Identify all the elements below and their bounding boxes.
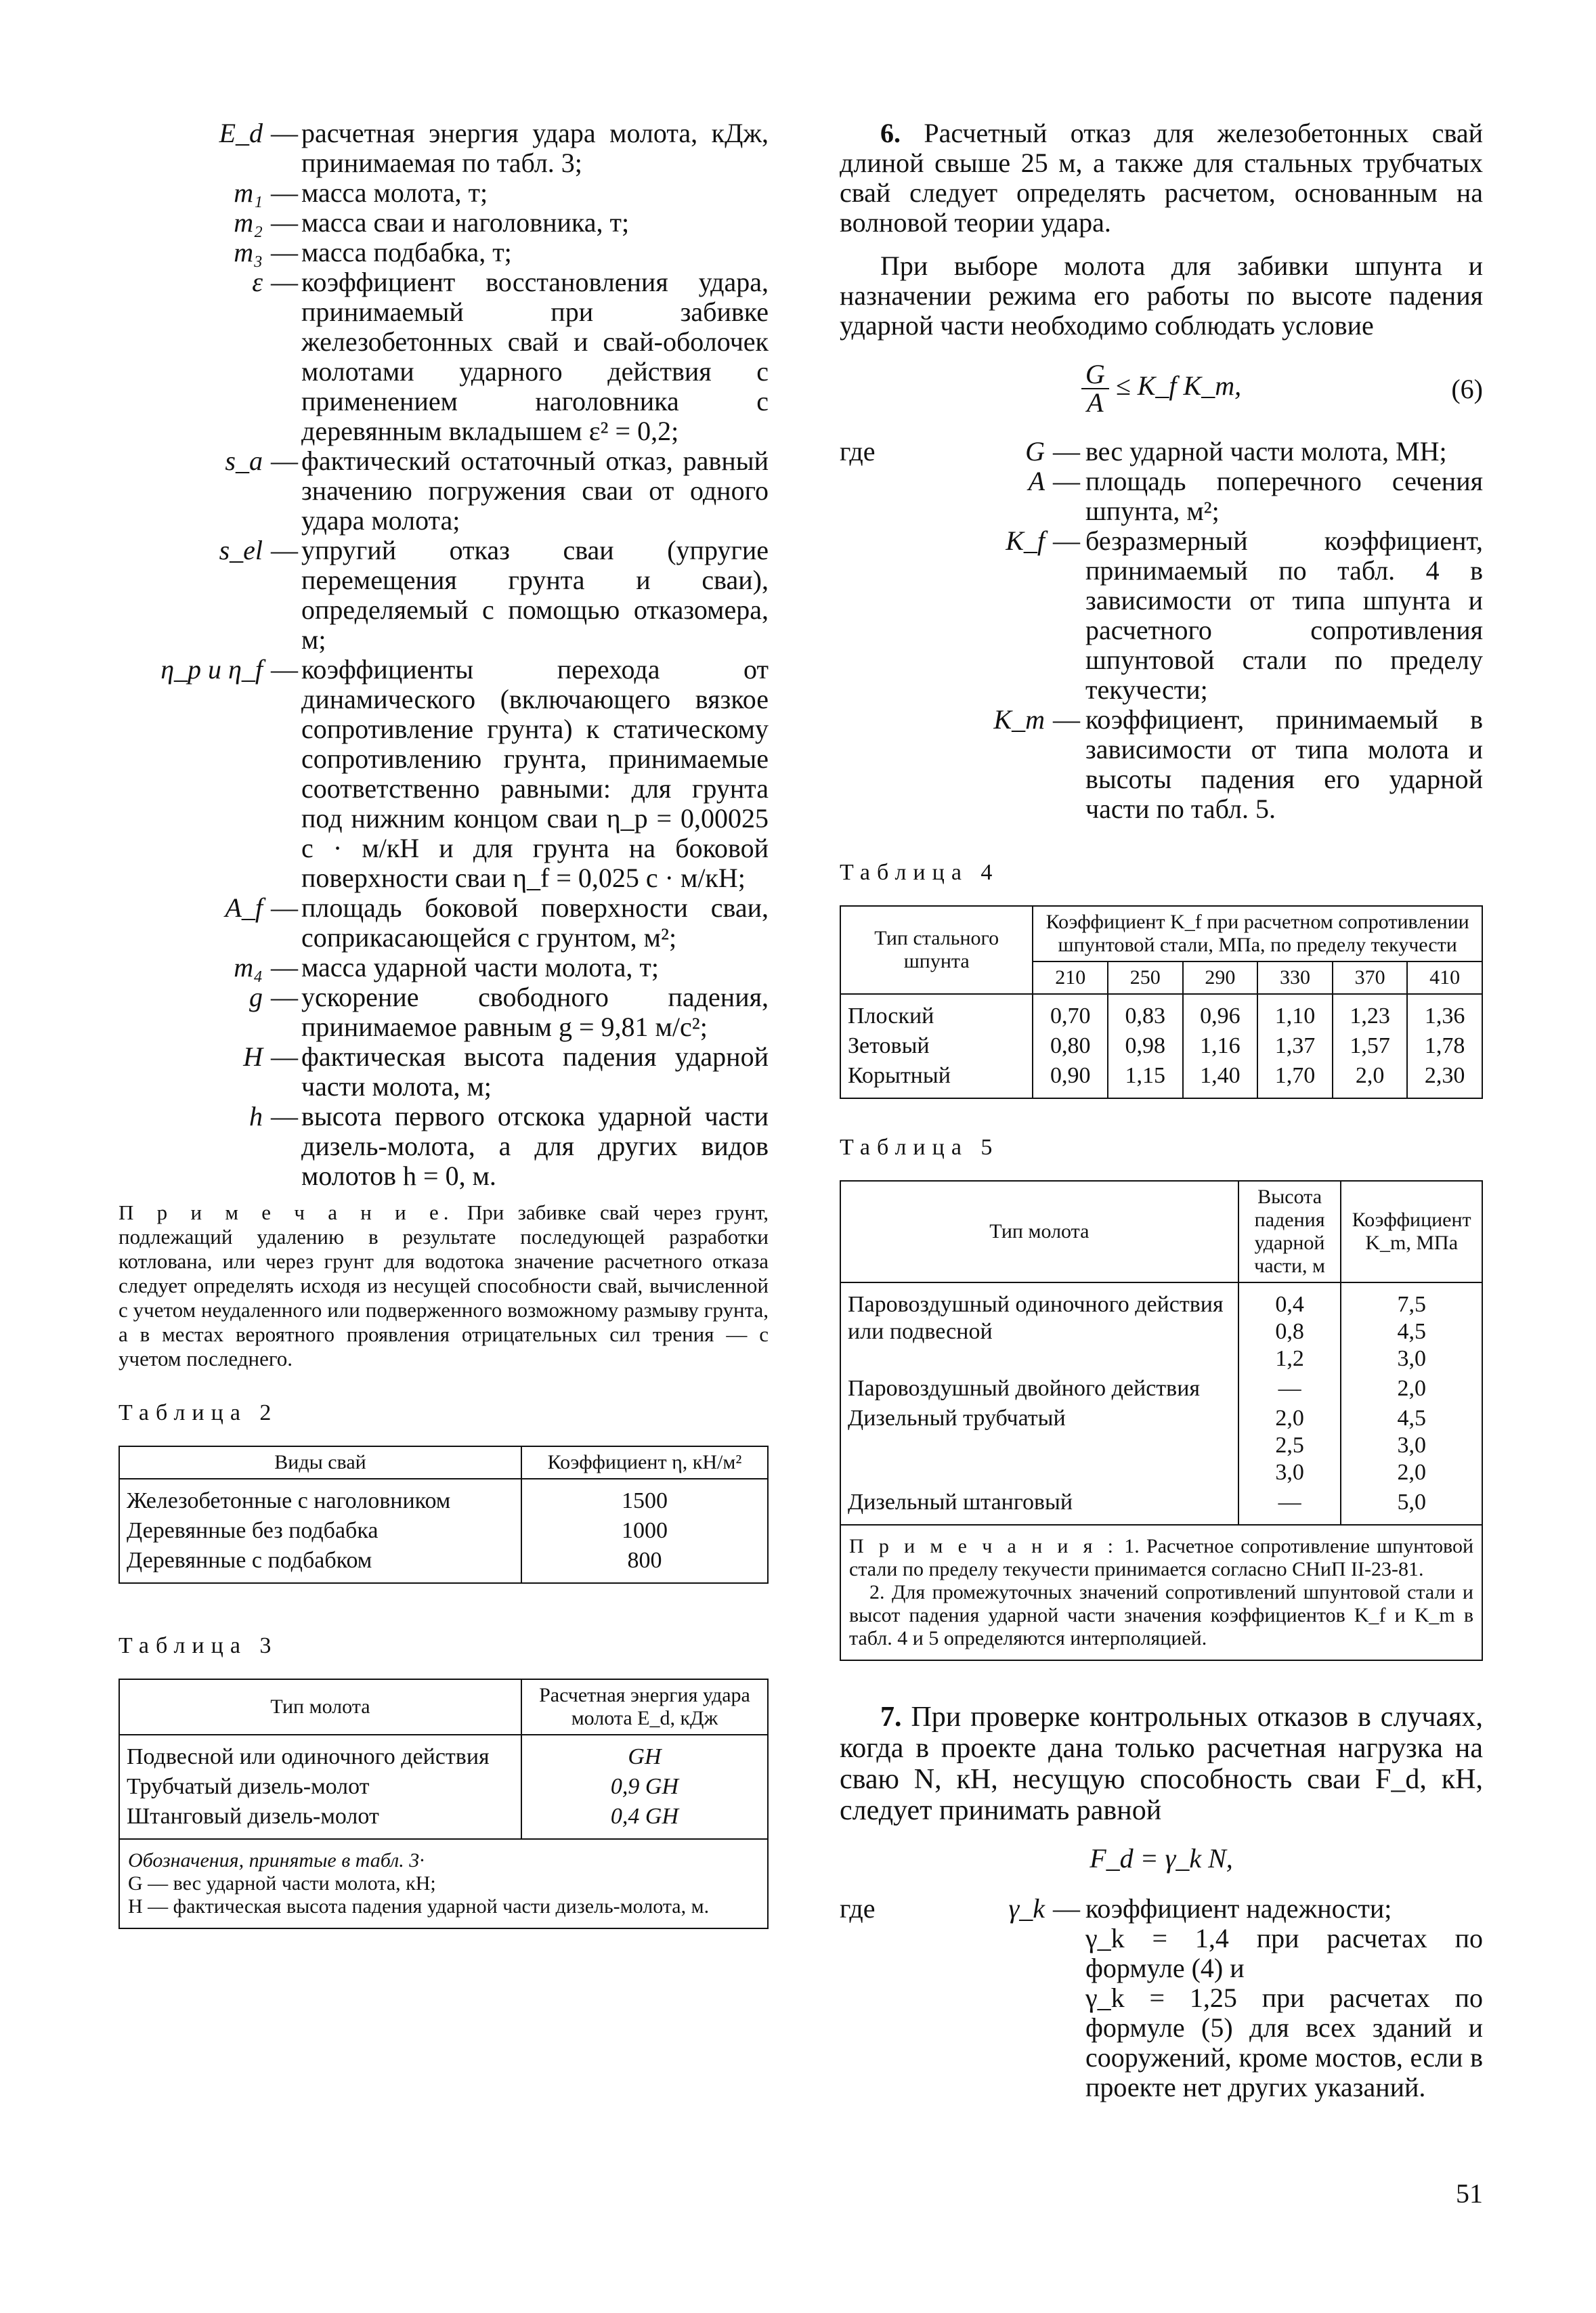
definition-dash: —	[271, 1041, 298, 1072]
definition-dash: —	[271, 892, 298, 923]
table-row	[119, 1516, 768, 1546]
table2-cell: Деревянные с подбабком	[119, 1546, 521, 1583]
table2-cell: 1500	[521, 1479, 768, 1516]
definition-text: масса сваи и наголовника, т;	[301, 207, 630, 238]
table4-col-header: 330	[1257, 961, 1333, 994]
definition-dash: —	[271, 267, 298, 297]
definition-dash: —	[271, 1101, 298, 1131]
table5-coef-cell	[1341, 1374, 1482, 1404]
table4-header-type: Тип стального шпунта	[840, 906, 1033, 994]
table-row	[840, 1061, 1482, 1098]
where-label	[840, 526, 934, 705]
definition-dash: —	[271, 952, 298, 982]
paragraph-7-number: 7.	[880, 1702, 902, 1733]
table5-coef-cell	[1341, 1488, 1482, 1525]
table5-coef-value: 4,5	[1397, 1319, 1426, 1344]
table5-footer-row	[840, 1525, 1482, 1660]
definition-dash: —	[1053, 1893, 1080, 1924]
table3-footer-row	[119, 1839, 768, 1928]
note-text: При забивке свай через грунт, подлежащий удалению в результате последующей разработки котлована, или через грунт для водотока значение расчетного отказа следует определять исходя из несущей способности свай, вычисленной с учетом неудаленного или подверженного возможному размыву грунта, а в местах вероятного проявления отрицательных сил трения — с учетом последнего.	[118, 1201, 769, 1370]
table-row	[119, 1772, 768, 1802]
table5-coef-cell	[1341, 1404, 1482, 1488]
table5-height-cell	[1238, 1488, 1341, 1525]
table2-cell: 800	[521, 1546, 768, 1583]
definition-dash: —	[271, 535, 298, 565]
where-label	[840, 705, 934, 824]
table4-cell: 0,83	[1108, 994, 1183, 1031]
definition-symbol: m₂	[234, 207, 263, 238]
note-paragraph	[118, 1201, 769, 1371]
formula-fd-definitions	[840, 1894, 1483, 2102]
table5-height-value: —	[1278, 1376, 1301, 1401]
definition-dash: —	[271, 118, 298, 148]
definition-text: масса молота, т;	[301, 177, 488, 208]
definition-line: γ_k = 1,4 при расчетах по формуле (4) и	[1085, 1923, 1483, 1983]
table5-coef-cell	[1341, 1282, 1482, 1374]
definition-symbol: m₄	[234, 952, 263, 982]
definition-line: коэффициент надежности;	[1085, 1893, 1392, 1924]
definition-text: площадь поперечного сечения шпунта, м²;	[1085, 466, 1483, 526]
table5-height-value: 2,5	[1275, 1433, 1304, 1458]
table-row	[119, 1735, 768, 1772]
table5-header-coef: Коэффициент K_m, МПа	[1341, 1181, 1482, 1282]
table4-cell: 1,10	[1257, 994, 1333, 1031]
definition-dash: —	[1053, 704, 1080, 735]
table5-header-type: Тип молота	[840, 1181, 1238, 1282]
table3-footer-line: H — фактическая высота падения ударной части дизель-молота, м.	[128, 1895, 710, 1918]
table2-cell: Железобетонные с наголовником	[119, 1479, 521, 1516]
table3-footer-title: Обозначения, принятые в табл. 3·	[128, 1849, 425, 1872]
definition-text: коэффициенты перехода от динамического (включающего вязкое сопротивление грунта) к статическому сопротивлению грунта, принимаемые соответственно равными: для грунта под нижним концом сваи η_p = 0,00025 с · м/кН и для грунта на боковой поверхности сваи η_f = 0,025 с · м/кН;	[301, 654, 769, 893]
table3-cell: Штанговый дизель-молот	[119, 1802, 521, 1839]
table3-cell: Подвесной или одиночного действия	[119, 1735, 521, 1772]
table5-type-cell: Паровоздушный двойного действия	[840, 1374, 1238, 1404]
table5-coef-value: 2,0	[1397, 1460, 1426, 1485]
table4	[840, 905, 1483, 1099]
paragraph-6-text: Расчетный отказ для железобетонных свай длиной свыше 25 м, а также для стальных трубчатых свай следует определять расчетом, основанным на волновой теории удара.	[840, 118, 1484, 238]
definition-text: фактический остаточный отказ, равный значению погружения сваи от одного удара молота;	[301, 446, 769, 536]
definition-symbol: m₃	[234, 237, 263, 267]
table4-cell: 1,57	[1333, 1031, 1408, 1061]
table-row	[119, 1479, 768, 1516]
definition-dash: —	[271, 237, 298, 267]
where-label	[840, 467, 934, 526]
definition-dash: —	[271, 446, 298, 476]
definition-line: γ_k = 1,25 при расчетах по формуле (5) для всех зданий и сооружений, кроме мостов, если в проекте нет других указаний.	[1085, 1983, 1483, 2102]
definition-symbol: g	[249, 982, 263, 1012]
table3	[118, 1679, 769, 1929]
definition-text: безразмерный коэффициент, принимаемый по табл. 4 в зависимости от типа шпунта и расчетного сопротивления шпунтовой стали по пределу текучести;	[1085, 525, 1483, 705]
definition-symbol: s_el	[219, 535, 263, 565]
table3-cell: 0,4 GH	[521, 1802, 768, 1839]
table3-footer	[119, 1839, 768, 1928]
table-row	[840, 1488, 1482, 1525]
table4-col-header: 250	[1108, 961, 1183, 994]
formula-6-numerator: G	[1081, 361, 1109, 389]
table5-caption: Таблица 5	[840, 1135, 999, 1160]
table-row	[119, 1802, 768, 1839]
table3-header-energy: Расчетная энергия удара молота E_d, кДж	[521, 1679, 768, 1735]
definition-text: фактическая высота падения ударной части молота, м;	[301, 1041, 769, 1102]
definition-symbol: ε	[252, 267, 263, 297]
table5-coef-value: 4,5	[1397, 1406, 1426, 1431]
definition-text: коэффициент восстановления удара, принимаемый при забивке железобетонных свай и свай-оболочек молотами ударного действия с применением наголовника с деревянным вкладышем ε² = 0,2;	[301, 267, 769, 446]
table5-footer	[840, 1525, 1482, 1660]
definition-symbol: η_p и η_f	[160, 654, 263, 685]
table5-height-value: 0,4	[1275, 1292, 1304, 1317]
definition-symbol: K_m	[993, 704, 1045, 735]
table4-header-coef: Коэффициент K_f при расчетном сопротивлении шпунтовой стали, МПа, по пределу текучести	[1033, 906, 1482, 961]
definition-symbol: G	[1025, 436, 1045, 467]
table5-height-value: 0,8	[1275, 1319, 1304, 1344]
table5-coef-value: 7,5	[1397, 1292, 1426, 1317]
table5-note1-text: 1. Расчетное сопротивление шпунтовой стали по пределу текучести принимается согласно СНиП II-23-81.	[849, 1535, 1474, 1580]
table5-height-value: 1,2	[1275, 1346, 1304, 1371]
table-row	[840, 1282, 1482, 1374]
definition-dash: —	[271, 654, 298, 685]
definition-symbol: E_d	[219, 118, 263, 148]
table2-cell: 1000	[521, 1516, 768, 1546]
table3-cell: GH	[521, 1735, 768, 1772]
left-column	[118, 118, 769, 1929]
paragraph-6	[840, 118, 1483, 238]
table5-height-value: —	[1278, 1490, 1301, 1515]
definition-text: площадь боковой поверхности сваи, соприкасающейся с грунтом, м²;	[301, 892, 769, 953]
table4-col-header: 210	[1033, 961, 1108, 994]
table4-cell: 1,23	[1333, 994, 1408, 1031]
table2-caption: Таблица 2	[118, 1400, 278, 1425]
table3-footer-line: G — вес ударной части молота, кН;	[128, 1872, 436, 1895]
table-row	[840, 1404, 1482, 1488]
table4-type-cell: Корытный	[840, 1061, 1033, 1098]
table4-cell: 1,15	[1108, 1061, 1183, 1098]
table5-height-cell	[1238, 1404, 1341, 1488]
table4-cell: 2,30	[1407, 1061, 1482, 1098]
definition-text: высота первого отскока ударной части дизель-молота, а для других видов молотов h = 0, м.	[301, 1101, 769, 1191]
definition-text: вес ударной части молота, МН;	[1085, 436, 1447, 467]
table2-header-type: Виды свай	[119, 1446, 521, 1479]
table5-height-cell	[1238, 1374, 1341, 1404]
table-row	[119, 1546, 768, 1583]
table4-col-header: 370	[1333, 961, 1408, 994]
formula-6	[840, 361, 1483, 416]
table5-type-cell: Дизельный трубчатый	[840, 1404, 1238, 1488]
definition-text: расчетная энергия удара молота, кДж, принимаемая по табл. 3;	[301, 118, 769, 178]
table5-height-value: 2,0	[1275, 1406, 1304, 1431]
table-row	[840, 1374, 1482, 1404]
right-column	[840, 118, 1483, 2102]
definition-symbol: h	[249, 1101, 263, 1131]
table5-coef-value: 2,0	[1397, 1376, 1426, 1401]
table2-header-coef: Коэффициент η, кН/м²	[521, 1446, 768, 1479]
definition-text: масса ударной части молота, т;	[301, 952, 659, 982]
table5-header-height: Высота падения ударной части, м	[1238, 1181, 1341, 1282]
definition-text	[1085, 1894, 1483, 2102]
table4-cell: 1,36	[1407, 994, 1482, 1031]
table4-cell: 2,0	[1333, 1061, 1408, 1098]
table5-note1	[849, 1535, 1473, 1581]
definition-dash: —	[1053, 466, 1080, 496]
table3-caption: Таблица 3	[118, 1633, 278, 1658]
definition-text: масса подбабка, т;	[301, 237, 512, 267]
table5-coef-value: 5,0	[1397, 1490, 1426, 1515]
table5-height-cell	[1238, 1282, 1341, 1374]
definition-symbol: m₁	[234, 177, 263, 208]
table5-coef-value: 3,0	[1397, 1433, 1426, 1458]
table5-height-value: 3,0	[1275, 1460, 1304, 1485]
definition-dash: —	[1053, 525, 1080, 556]
definition-text: упругий отказ сваи (упругие перемещения грунта и сваи), определяемый с помощью отказомера, м;	[301, 535, 769, 655]
paragraph-6-number: 6.	[880, 118, 901, 148]
definition-text: ускорение свободного падения, принимаемое равным g = 9,81 м/с²;	[301, 982, 769, 1042]
definition-symbol: H	[243, 1041, 263, 1072]
formula-6-definitions	[840, 437, 1483, 824]
table4-cell: 0,98	[1108, 1031, 1183, 1061]
where-label: где	[840, 436, 876, 467]
table4-cell: 1,37	[1257, 1031, 1333, 1061]
table4-col-header: 410	[1407, 961, 1482, 994]
definition-symbol: s_a	[225, 446, 263, 476]
table4-caption: Таблица 4	[840, 860, 999, 885]
table4-cell: 0,96	[1183, 994, 1258, 1031]
table4-type-cell: Зетовый	[840, 1031, 1033, 1061]
table3-header-type: Тип молота	[119, 1679, 521, 1735]
table5-note2: 2. Для промежуточных значений сопротивлений шпунтовой стали и высот падения ударной части значения коэффициентов K_f и K_m в табл. 4 и 5 определяются интерполяцией.	[849, 1581, 1473, 1649]
table4-type-cell: Плоский	[840, 994, 1033, 1031]
table4-cell: 1,40	[1183, 1061, 1258, 1098]
definition-symbol: A_f	[225, 892, 263, 923]
table5-type-cell: Дизельный штанговый	[840, 1488, 1238, 1525]
table5-notes-label: П р и м е ч а н и я :	[849, 1535, 1118, 1557]
table4-cell: 1,70	[1257, 1061, 1333, 1098]
table4-cell: 0,80	[1033, 1031, 1108, 1061]
table3-cell: Трубчатый дизель-молот	[119, 1772, 521, 1802]
table4-cell: 1,78	[1407, 1031, 1482, 1061]
table5-type-cell: Паровоздушный одиночного действия или подвесной	[840, 1282, 1238, 1374]
formula-6-fraction	[1081, 361, 1109, 416]
definition-dash: —	[1053, 436, 1080, 467]
table2	[118, 1446, 769, 1584]
definition-dash: —	[271, 982, 298, 1012]
table3-cell: 0,9 GH	[521, 1772, 768, 1802]
definition-dash: —	[271, 207, 298, 238]
definition-symbol: γ_k	[1008, 1893, 1045, 1924]
table4-col-header: 290	[1183, 961, 1258, 994]
definition-symbol: A	[1028, 466, 1045, 496]
paragraph-7	[840, 1702, 1483, 1826]
table-row	[840, 994, 1482, 1031]
formula-fd: F_d = γ_k N,	[1090, 1843, 1233, 1874]
variable-definitions	[118, 118, 769, 1191]
definition-symbol: K_f	[1006, 525, 1045, 556]
where-label: где	[840, 1893, 876, 1924]
table4-cell: 1,16	[1183, 1031, 1258, 1061]
table2-cell: Деревянные без подбабка	[119, 1516, 521, 1546]
paragraph-7-text: При проверке контрольных отказов в случаях, когда в проекте дана только расчетная нагрузка на сваю N, кН, несущую способность сваи F_d, кН, следует принимать равной	[840, 1702, 1483, 1826]
definition-text: коэффициент, принимаемый в зависимости от типа молота и высоты падения его ударной части по табл. 5.	[1085, 704, 1483, 824]
formula-6-rhs: ≤ K_f K_m,	[1115, 370, 1242, 402]
formula-6-number: (6)	[1451, 374, 1483, 404]
table4-cell: 0,70	[1033, 994, 1108, 1031]
table5-coef-value: 3,0	[1397, 1346, 1426, 1371]
page-number: 51	[1456, 2178, 1483, 2209]
paragraph-6b: При выборе молота для забивки шпунта и назначении режима его работы по высоте падения ударной части необходимо соблюдать условие	[840, 251, 1483, 341]
table-row	[840, 1031, 1482, 1061]
note-label: П р и м е ч а н и е.	[118, 1201, 454, 1224]
formula-6-denominator: A	[1087, 387, 1104, 418]
table4-cell: 0,90	[1033, 1061, 1108, 1098]
definition-dash: —	[271, 177, 298, 208]
table5	[840, 1180, 1483, 1661]
